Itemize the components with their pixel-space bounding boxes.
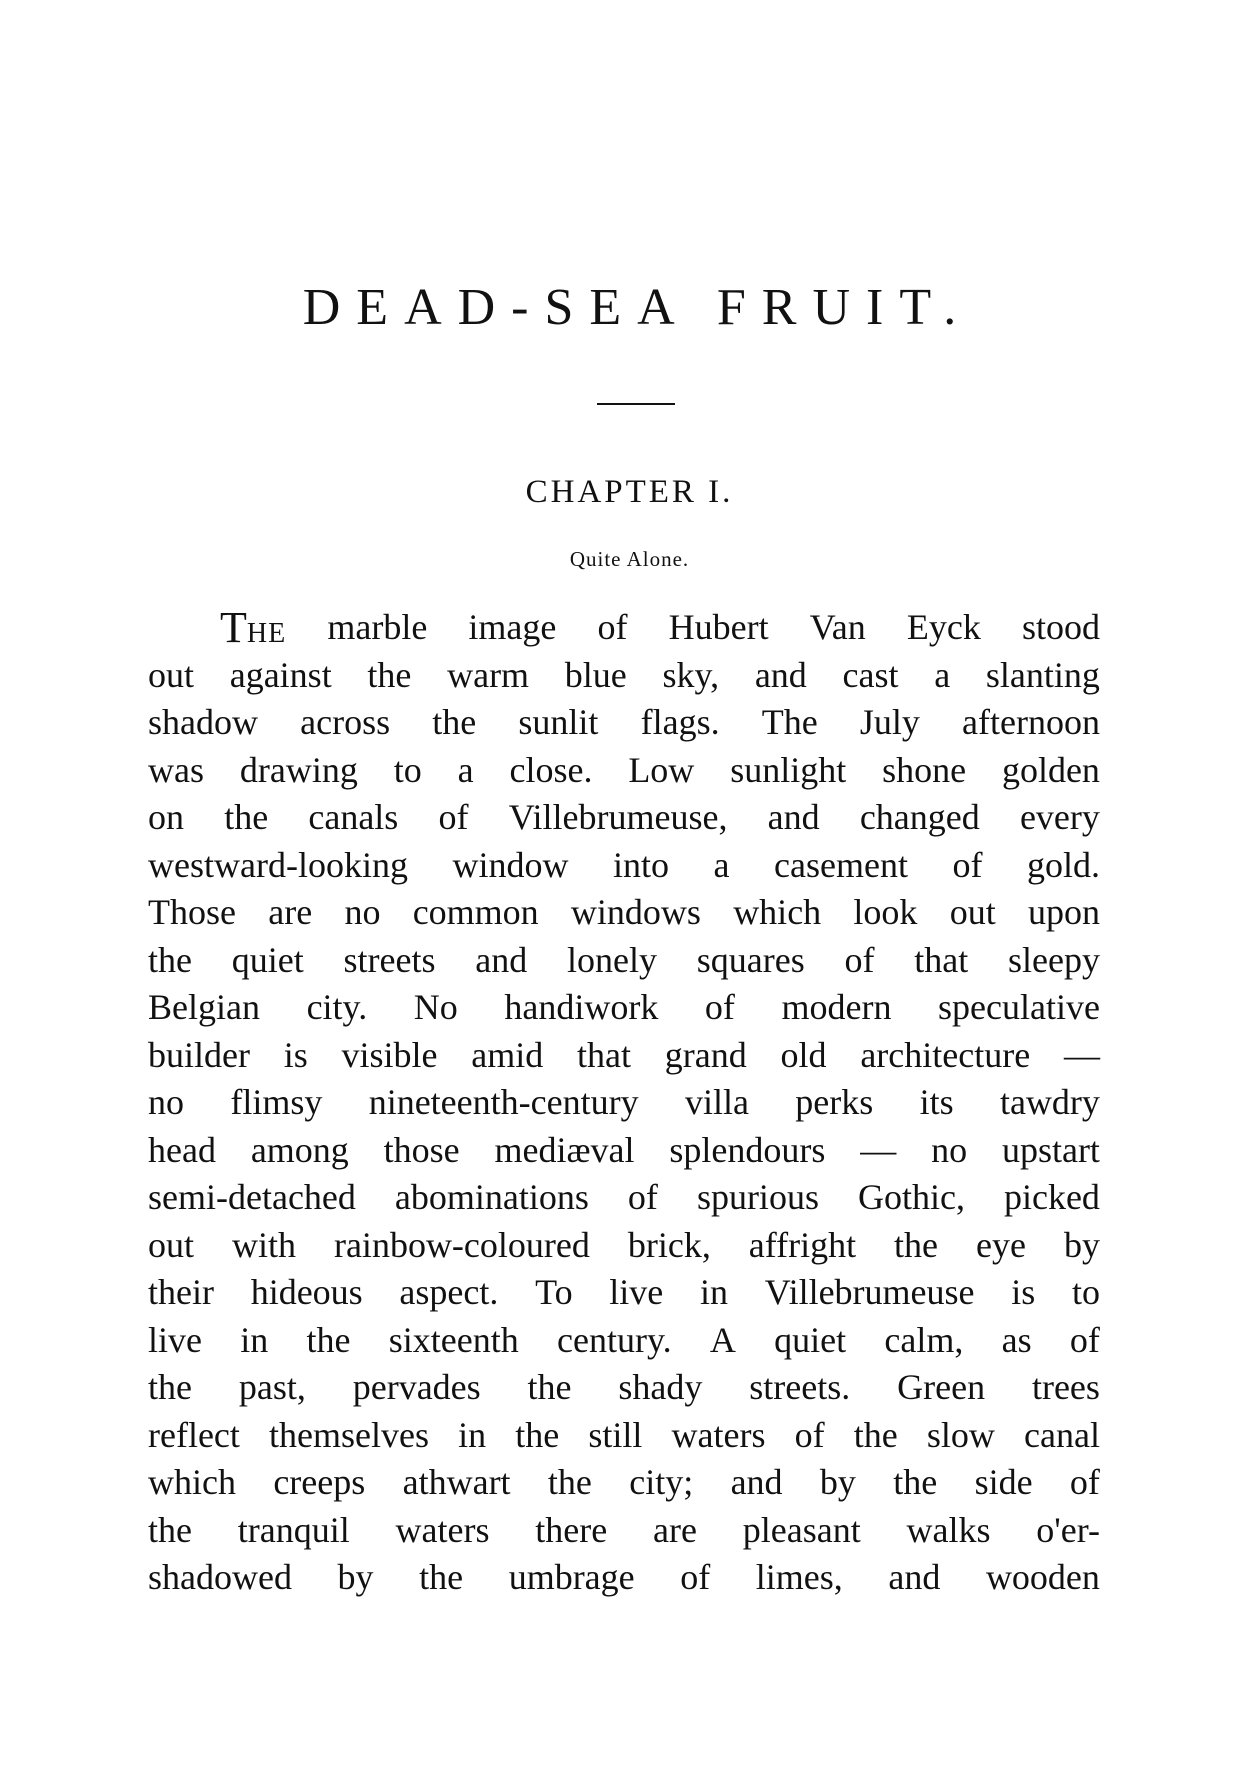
word: changed [859,797,980,837]
word: Villebrumeuse [764,1272,975,1312]
word: the [367,654,412,695]
word: side [974,1462,1033,1502]
word: tranquil [237,1509,350,1550]
word: canals [308,797,399,837]
word: live [148,1319,202,1360]
body-line [148,1269,1100,1317]
word: of [680,1557,711,1597]
word: walks [906,1509,991,1550]
word: Green [897,1367,986,1407]
chapter-subtitle: Quite Alone. [569,547,690,571]
word: affright [748,1224,857,1265]
word: are [653,1509,697,1550]
word: city; [629,1462,694,1502]
word: the [148,1367,192,1407]
body-line [148,1364,1100,1412]
word: the [527,1367,572,1407]
word: Gothic, [857,1177,965,1217]
word: A [709,1319,736,1360]
body-line [148,652,1100,700]
body-line [148,1459,1100,1507]
word: picked [1003,1177,1100,1217]
word: common [412,892,539,932]
word: westward-looking [148,844,408,885]
word: wooden [985,1557,1100,1597]
word: — [860,1129,897,1170]
word: July [859,702,920,742]
word: which [148,1462,236,1502]
body-line [148,1079,1100,1127]
body-line [148,747,1100,795]
word: handiwork [504,987,659,1027]
body-line [148,1222,1100,1270]
word: sunlit [518,702,599,742]
word: of [704,987,735,1027]
word: was [148,749,204,790]
word: cast [842,654,899,695]
body-line [148,604,1100,652]
word: No [413,987,458,1027]
word: shadow [148,702,258,742]
word: no [344,892,381,932]
word: Belgian [148,987,260,1027]
word: the [148,1509,192,1550]
word: sleepy [1007,939,1100,980]
word: grand [664,1034,747,1075]
word: is [1011,1272,1036,1312]
word: of [627,1177,658,1217]
word: which [733,892,822,932]
word: the [432,702,477,742]
drop-capital: T [220,603,247,652]
word: of [794,1414,825,1455]
word: out [949,892,996,932]
word: in [700,1272,729,1312]
word: with [231,1224,296,1265]
book-title: DEAD-SEA FRUIT. [302,279,973,336]
word: creeps [273,1462,366,1502]
word: into [612,844,669,885]
body-line [148,984,1100,1032]
word: builder [148,1034,250,1075]
word: out [148,1224,195,1265]
word: every [1019,797,1100,837]
word: city. [306,987,368,1027]
word: hideous [250,1272,363,1312]
word: umbrage [508,1557,635,1597]
word: The [761,702,818,742]
word: of [438,797,469,837]
word: amid [471,1034,544,1075]
word: no [931,1129,968,1170]
word: pleasant [742,1509,861,1550]
word: modern [781,987,892,1027]
word: blue [564,654,627,695]
word: pervades [352,1367,481,1407]
body-line [148,794,1100,842]
body-line [148,1554,1100,1602]
word: the [893,1462,938,1502]
word: is [283,1034,308,1075]
body-line [148,1127,1100,1175]
word: of [597,607,628,647]
word: shadowed [148,1557,292,1597]
word: against [229,654,332,695]
body-line [148,889,1100,937]
word: perks [795,1082,874,1122]
word: the [148,939,192,980]
word: past, [238,1367,306,1407]
word: To [535,1272,573,1312]
word: century. [557,1319,672,1360]
body-line [148,842,1100,890]
body-line [148,699,1100,747]
word: as [1001,1319,1032,1360]
word: villa [684,1082,749,1122]
word: tawdry [999,1082,1100,1122]
word: Those [148,892,236,932]
word: sky, [662,654,720,695]
opening-word [220,604,286,652]
word: a [457,749,474,790]
word: a [713,844,730,885]
word: eye [976,1224,1026,1265]
word: afternoon [962,702,1100,742]
word: o'er- [1036,1509,1100,1550]
body-text [148,604,1100,1602]
word: and [730,1462,783,1502]
body-line [148,1412,1100,1460]
word: of [844,939,875,980]
word: trees [1031,1367,1100,1407]
word: by [337,1557,374,1597]
word: Low [628,749,695,790]
word: old [780,1034,827,1075]
word: quiet [774,1319,847,1360]
word: there [535,1509,608,1550]
word: the [853,1414,898,1455]
opening-smallcaps: HE [246,618,287,649]
word: quiet [231,939,304,980]
word: slow [926,1414,995,1455]
word: head [148,1129,216,1170]
word: Van [809,607,866,647]
word: upon [1027,892,1100,932]
word: speculative [938,987,1100,1027]
word: are [268,892,313,932]
word: brick, [627,1224,711,1265]
word: flags. [640,702,720,742]
word: and [767,797,820,837]
word: of [1069,1319,1100,1360]
word: athwart [402,1462,511,1502]
word: on [148,797,184,837]
word: reflect [148,1414,240,1455]
word: by [1063,1224,1100,1265]
word: squares [696,939,805,980]
word: canal [1024,1414,1100,1455]
word: a [934,654,951,695]
word: the [894,1224,939,1265]
word: the [306,1319,351,1360]
word: slanting [985,654,1100,695]
word: of [952,844,983,885]
word: and [475,939,528,980]
word: lonely [566,939,657,980]
chapter-heading: CHAPTER I. [525,474,734,510]
word: by [819,1462,856,1502]
word: live [609,1272,664,1312]
word: the [547,1462,592,1502]
title-divider [597,403,675,405]
word: windows [570,892,701,932]
word: sunlight [730,749,847,790]
word: and [888,1557,941,1597]
word: in [458,1414,487,1455]
word: spurious [696,1177,819,1217]
word: across [300,702,391,742]
word: out [148,654,195,695]
word: streets. [749,1367,851,1407]
word: its [919,1082,954,1122]
word: shone [882,749,967,790]
word: of [1069,1462,1100,1502]
word: look [853,892,918,932]
word: the [515,1414,560,1455]
word: abominations [394,1177,589,1217]
body-line [148,1507,1100,1555]
word: limes, [755,1557,843,1597]
word: to [1071,1272,1100,1312]
word: gold. [1026,844,1100,885]
word: rainbow-coloured [333,1224,590,1265]
word: the [224,797,269,837]
body-line [148,1032,1100,1080]
word: architecture [860,1034,1031,1075]
word: golden [1001,749,1100,790]
body-line [148,1174,1100,1222]
word: casement [774,844,908,885]
body-line [148,937,1100,985]
word: semi-detached [148,1177,356,1217]
word: waters [671,1414,766,1455]
word: the [419,1557,464,1597]
word: that [914,939,969,980]
word: — [1063,1034,1100,1075]
word: and [754,654,807,695]
word: streets [343,939,436,980]
word: marble [327,607,428,647]
word: visible [341,1034,438,1075]
word: Hubert [668,607,769,647]
word: warm [447,654,530,695]
word: sixteenth [388,1319,519,1360]
word: in [240,1319,269,1360]
word: upstart [1001,1129,1100,1170]
word: window [452,844,569,885]
word: among [250,1129,349,1170]
word: image [468,607,557,647]
word: mediæval [494,1129,635,1170]
word: Villebrumeuse, [508,797,728,837]
word: calm, [884,1319,964,1360]
word: stood [1021,607,1100,647]
word: still [588,1414,643,1455]
word: aspect. [399,1272,499,1312]
word: waters [395,1509,490,1550]
word: to [393,749,422,790]
word: splendours [669,1129,826,1170]
word: shady [618,1367,703,1407]
word: flimsy [230,1082,323,1122]
word: their [148,1272,214,1312]
word: themselves [269,1414,430,1455]
word: Eyck [906,607,981,647]
word: nineteenth-century [368,1082,639,1122]
word: close. [509,749,593,790]
word: that [577,1034,632,1075]
word: no [148,1082,184,1122]
body-line [148,1317,1100,1365]
word: those [383,1129,460,1170]
word: drawing [239,749,358,790]
